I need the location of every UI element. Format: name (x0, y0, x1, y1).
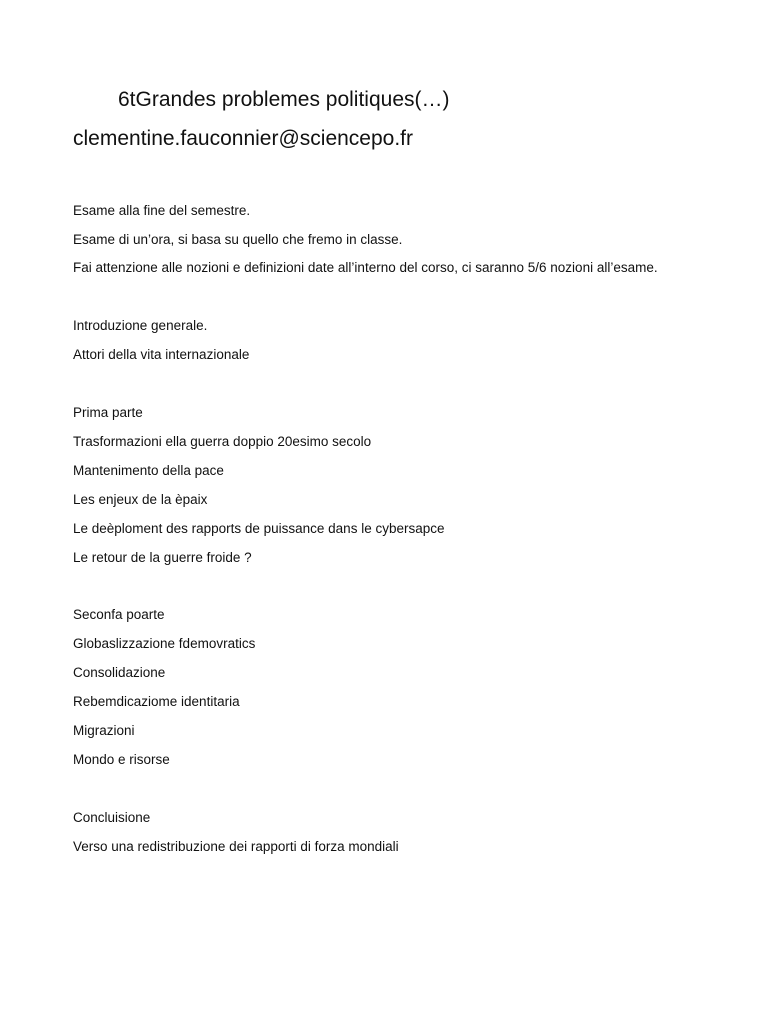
document-title: 6tGrandes problemes politiques(…) (118, 88, 450, 111)
outline-item: Consolidazione (73, 665, 166, 680)
intro-note-exam-length: Esame di un’ora, si basa su quello che fremo in classe. (73, 232, 403, 247)
section-heading-part-one: Prima parte (73, 405, 143, 420)
outline-item: Trasformazioni ella guerra doppio 20esimo secolo (73, 434, 372, 449)
outline-item: Globaslizzazione fdemovratics (73, 636, 256, 651)
outline-item: Rebemdicaziome identitaria (73, 694, 240, 709)
section-heading-introduction: Introduzione generale. (73, 318, 208, 333)
intro-note-exam-timing: Esame alla fine del semestre. (73, 203, 251, 218)
outline-item: Mantenimento della pace (73, 463, 224, 478)
outline-item: Les enjeux de la èpaix (73, 492, 208, 507)
section-heading-conclusion: Concluisione (73, 810, 151, 825)
outline-item: Le deèploment des rapports de puissance dans le cybersapce (73, 521, 445, 536)
author-email: clementine.fauconnier@sciencepo.fr (73, 127, 413, 150)
intro-note-notions: Fai attenzione alle nozioni e definizioni date all’interno del corso, ci saranno 5/6 nozioni all’esame. (73, 260, 658, 275)
outline-item: Mondo e risorse (73, 752, 170, 767)
section-heading-part-two: Seconfa poarte (73, 607, 165, 622)
outline-item: Attori della vita internazionale (73, 347, 250, 362)
outline-item: Migrazioni (73, 723, 135, 738)
outline-item: Le retour de la guerre froide ? (73, 550, 252, 565)
outline-item: Verso una redistribuzione dei rapporti di forza mondiali (73, 839, 399, 854)
